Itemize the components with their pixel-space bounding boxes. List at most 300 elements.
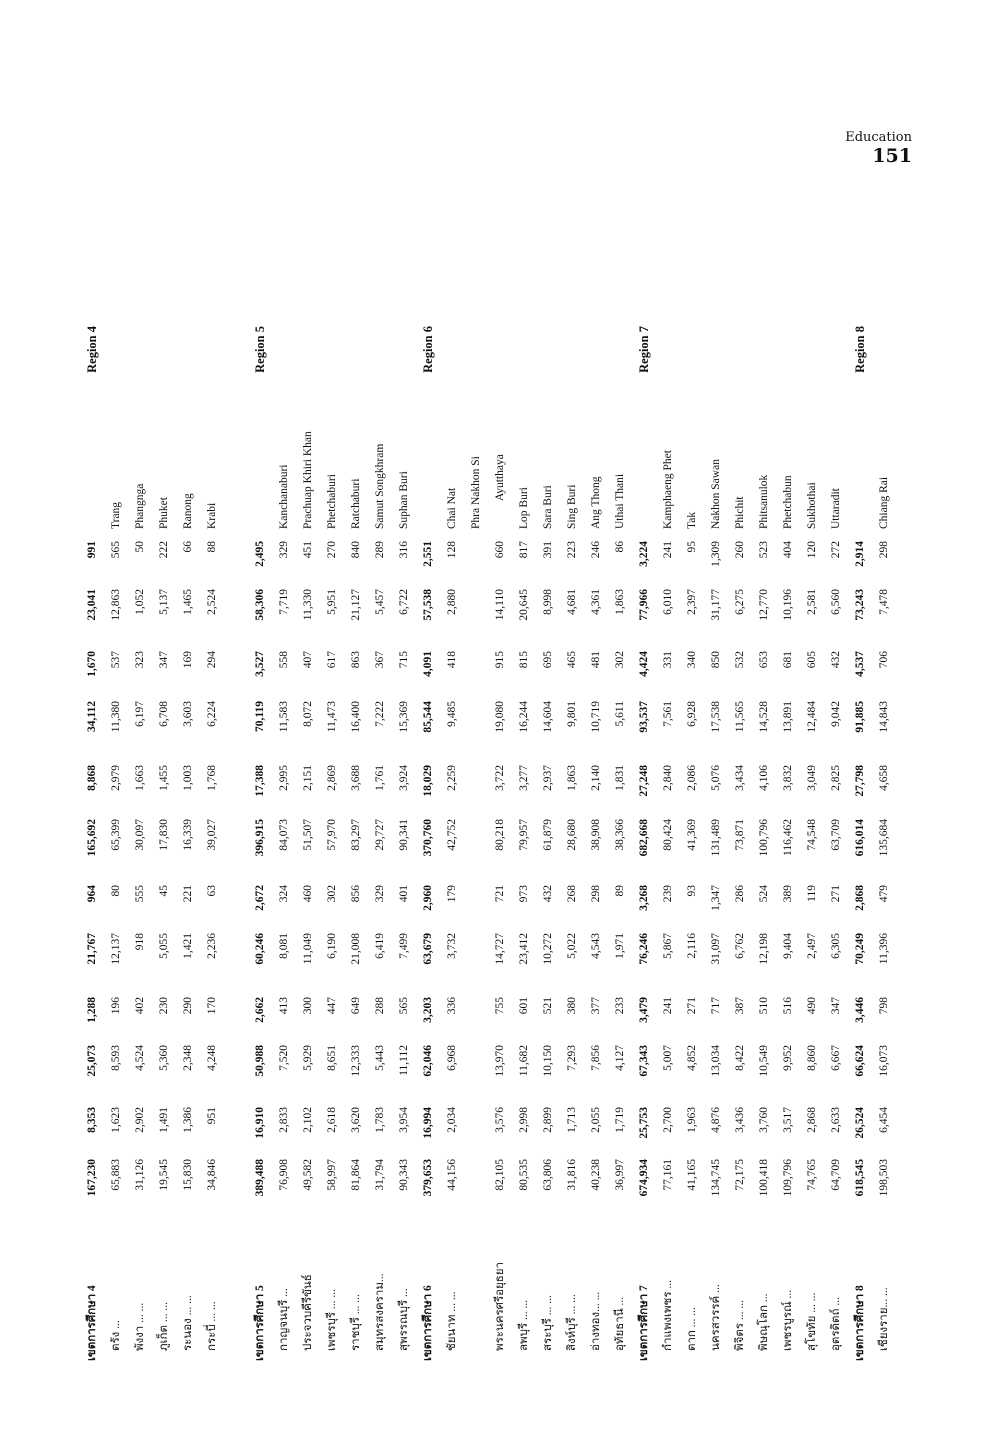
value-cell: 74,548: [806, 819, 818, 851]
english-label-cell: Region 4: [85, 326, 99, 373]
value-cell: 1,761: [374, 765, 386, 791]
value-cell: 11,565: [734, 701, 746, 733]
eng-column: [0, 316, 990, 531]
value-cell: 260: [734, 541, 746, 559]
value-cell: [224, 1045, 248, 1107]
english-label-cell: Ang Thong: [590, 476, 602, 529]
value-cell: 2,551: [422, 541, 434, 567]
value-cell: 45: [158, 885, 170, 897]
value-cell: 1,713: [566, 1107, 578, 1133]
value-cell: 298: [590, 885, 602, 903]
english-label-cell: [224, 316, 248, 531]
value-cell: 3,268: [638, 885, 650, 911]
value-cell: 717: [710, 997, 722, 1015]
value-cell: 85,544: [422, 701, 434, 733]
value-cell: [224, 541, 248, 589]
value-cell: 617: [326, 651, 338, 669]
value-cell: 490: [806, 997, 818, 1015]
value-cell: 135,684: [878, 819, 890, 857]
value-cell: 11,682: [518, 1045, 530, 1077]
value-cell: 1,863: [566, 765, 578, 791]
value-cell: 4,543: [590, 933, 602, 959]
value-cell: 2,899: [542, 1107, 554, 1133]
value-cell: 286: [734, 885, 746, 903]
value-cell: 72,175: [734, 1159, 746, 1191]
english-label-cell: Ayutthaya: [494, 454, 506, 501]
value-cell: 16,400: [350, 701, 362, 733]
value-cell: 80: [110, 885, 122, 897]
value-cell: 13,970: [494, 1045, 506, 1077]
value-cell: 167,230: [86, 1159, 98, 1197]
value-cell: 1,347: [710, 885, 722, 911]
value-cell: 17,388: [254, 765, 266, 797]
value-cell: 323: [134, 651, 146, 669]
value-cell: [464, 589, 488, 651]
value-cell: 682,668: [638, 819, 650, 857]
value-cell: 272: [830, 541, 842, 559]
value-cell: 1,455: [158, 765, 170, 791]
value-cell: 401: [398, 885, 410, 903]
value-cell: 222: [158, 541, 170, 559]
value-cell: 241: [662, 541, 674, 559]
thai-label-cell: กำแพงเพชร ...: [662, 1279, 674, 1351]
value-cell: 7,520: [278, 1045, 290, 1071]
value-cell: 31,794: [374, 1159, 386, 1191]
value-cell: 347: [830, 997, 842, 1015]
value-cell: 25,073: [86, 1045, 98, 1077]
value-cell: 1,670: [86, 651, 98, 677]
value-cell: 131,489: [710, 819, 722, 857]
value-cell: 3,049: [806, 765, 818, 791]
value-cell: 706: [878, 651, 890, 669]
value-cell: 5,076: [710, 765, 722, 791]
value-cell: 5,443: [374, 1045, 386, 1071]
value-cell: 31,816: [566, 1159, 578, 1191]
value-cell: 223: [566, 541, 578, 559]
english-label-cell: Phichit: [734, 496, 746, 529]
value-cell: 80,218: [494, 819, 506, 851]
value-cell: 516: [782, 997, 794, 1015]
thai-label-cell: เชียงราย... ...: [878, 1287, 890, 1351]
value-cell: 14,727: [494, 933, 506, 965]
value-cell: 4,681: [566, 589, 578, 615]
value-cell: [224, 819, 248, 885]
value-cell: 3,277: [518, 765, 530, 791]
value-cell: 391: [542, 541, 554, 559]
value-cell: 12,770: [758, 589, 770, 621]
value-cell: 134,745: [710, 1159, 722, 1197]
value-cell: 271: [686, 997, 698, 1015]
value-cell: 2,151: [302, 765, 314, 791]
value-column-11: [0, 589, 990, 651]
value-cell: 8,072: [302, 701, 314, 727]
value-cell: 616,014: [854, 819, 866, 857]
value-cell: 850: [710, 651, 722, 669]
value-cell: 57,538: [422, 589, 434, 621]
value-cell: 21,127: [350, 589, 362, 621]
value-cell: 524: [758, 885, 770, 903]
thai-label-cell: ตรัง ...: [110, 1320, 122, 1351]
value-cell: 5,611: [614, 701, 626, 727]
value-cell: 2,055: [590, 1107, 602, 1133]
value-cell: 17,538: [710, 701, 722, 733]
value-cell: 4,424: [638, 651, 650, 677]
value-cell: 674,934: [638, 1159, 650, 1197]
value-cell: 13,891: [782, 701, 794, 733]
value-cell: 51,507: [302, 819, 314, 851]
value-cell: 4,106: [758, 765, 770, 791]
value-cell: 16,073: [878, 1045, 890, 1077]
value-cell: 856: [350, 885, 362, 903]
value-cell: 21,008: [350, 933, 362, 965]
value-cell: 89: [614, 885, 626, 897]
value-cell: 70,249: [854, 933, 866, 965]
english-label-cell: Prachuap Khiri Khan: [302, 431, 314, 529]
value-column-4: [0, 997, 990, 1045]
value-column-8: [0, 765, 990, 819]
value-cell: 370,760: [422, 819, 434, 857]
value-cell: 2,524: [206, 589, 218, 615]
english-label-cell: Region 5: [253, 326, 267, 373]
value-cell: 18,029: [422, 765, 434, 797]
value-cell: 380: [566, 997, 578, 1015]
value-cell: 2,618: [326, 1107, 338, 1133]
value-cell: 3,203: [422, 997, 434, 1023]
value-cell: 12,863: [110, 589, 122, 621]
value-cell: 367: [374, 651, 386, 669]
value-cell: 120: [806, 541, 818, 559]
value-column-1: [0, 1159, 990, 1221]
value-cell: 14,110: [494, 589, 506, 621]
value-cell: 2,998: [518, 1107, 530, 1133]
value-cell: 19,545: [158, 1159, 170, 1191]
value-cell: 88: [206, 541, 218, 553]
value-cell: [224, 1107, 248, 1159]
value-cell: 1,003: [182, 765, 194, 791]
value-cell: 537: [110, 651, 122, 669]
value-cell: 14,843: [878, 701, 890, 733]
value-cell: 27,798: [854, 765, 866, 797]
value-cell: 331: [662, 651, 674, 669]
value-cell: [224, 651, 248, 701]
value-cell: [224, 933, 248, 997]
value-cell: 721: [494, 885, 506, 903]
value-cell: 79,957: [518, 819, 530, 851]
value-cell: 270: [326, 541, 338, 559]
value-cell: 31,097: [710, 933, 722, 965]
value-cell: 1,309: [710, 541, 722, 567]
value-cell: 2,672: [254, 885, 266, 911]
value-cell: [464, 933, 488, 997]
value-cell: [464, 885, 488, 933]
value-cell: 90,341: [398, 819, 410, 851]
value-cell: 7,499: [398, 933, 410, 959]
value-cell: 2,633: [830, 1107, 842, 1133]
value-cell: 2,700: [662, 1107, 674, 1133]
value-cell: 9,952: [782, 1045, 794, 1071]
value-cell: 3,603: [182, 701, 194, 727]
value-cell: 7,856: [590, 1045, 602, 1071]
value-cell: 230: [158, 997, 170, 1015]
value-cell: 66: [182, 541, 194, 553]
value-cell: 565: [110, 541, 122, 559]
value-cell: 447: [326, 997, 338, 1015]
value-cell: 6,275: [734, 589, 746, 615]
value-cell: 42,752: [446, 819, 458, 851]
value-cell: 347: [158, 651, 170, 669]
value-cell: 558: [278, 651, 290, 669]
value-cell: 465: [566, 651, 578, 669]
value-cell: 15,830: [182, 1159, 194, 1191]
value-cell: 36,997: [614, 1159, 626, 1191]
value-cell: 16,244: [518, 701, 530, 733]
thai-label-cell: พระนครศรีอยุธยา: [494, 1261, 506, 1351]
value-cell: 389,488: [254, 1159, 266, 1197]
value-cell: 2,979: [110, 765, 122, 791]
value-cell: 6,224: [206, 701, 218, 727]
english-label-cell: Kanchanaburi: [278, 464, 290, 529]
value-cell: 2,102: [302, 1107, 314, 1133]
value-cell: 19,080: [494, 701, 506, 733]
value-cell: 660: [494, 541, 506, 559]
value-cell: 2,140: [590, 765, 602, 791]
value-cell: 8,868: [86, 765, 98, 791]
value-cell: 3,924: [398, 765, 410, 791]
value-cell: [464, 651, 488, 701]
value-cell: 128: [446, 541, 458, 559]
value-cell: 86: [614, 541, 626, 553]
value-cell: 6,197: [134, 701, 146, 727]
value-cell: 915: [494, 651, 506, 669]
english-label-cell: Uthai Thani: [614, 473, 626, 529]
value-cell: 6,190: [326, 933, 338, 959]
value-cell: 1,465: [182, 589, 194, 615]
value-cell: 83,297: [350, 819, 362, 851]
value-cell: 50: [134, 541, 146, 553]
value-cell: [464, 997, 488, 1045]
value-cell: 6,708: [158, 701, 170, 727]
value-cell: 316: [398, 541, 410, 559]
thai-label-cell: กระบี่ ... ...: [206, 1301, 218, 1351]
value-cell: 10,549: [758, 1045, 770, 1077]
value-cell: 15,369: [398, 701, 410, 733]
value-cell: 3,436: [734, 1107, 746, 1133]
value-cell: 973: [518, 885, 530, 903]
value-cell: 413: [278, 997, 290, 1015]
value-cell: 4,361: [590, 589, 602, 615]
value-cell: 3,479: [638, 997, 650, 1023]
value-cell: 377: [590, 997, 602, 1015]
value-cell: [464, 1045, 488, 1107]
value-cell: 23,041: [86, 589, 98, 621]
thai-label-cell: เขตการศึกษา 4: [86, 1285, 98, 1361]
value-cell: 6,010: [662, 589, 674, 615]
value-cell: 17,830: [158, 819, 170, 851]
thai-label-cell: อุทัยธานี ...: [614, 1296, 626, 1351]
value-cell: [464, 1107, 488, 1159]
value-cell: 5,360: [158, 1045, 170, 1071]
value-cell: 63,806: [542, 1159, 554, 1191]
value-cell: 1,783: [374, 1107, 386, 1133]
value-cell: 70,119: [254, 701, 266, 732]
value-cell: 1,719: [614, 1107, 626, 1133]
value-cell: 62,046: [422, 1045, 434, 1077]
value-cell: 407: [302, 651, 314, 669]
value-cell: 63,679: [422, 933, 434, 965]
value-cell: 1,863: [614, 589, 626, 615]
value-cell: 8,651: [326, 1045, 338, 1071]
value-cell: 3,620: [350, 1107, 362, 1133]
value-cell: 3,527: [254, 651, 266, 677]
value-cell: 241: [662, 997, 674, 1015]
english-label-cell: Sing Buri: [566, 484, 578, 529]
value-cell: 11,049: [302, 933, 314, 965]
value-cell: [464, 701, 488, 765]
value-cell: 13,034: [710, 1045, 722, 1077]
value-cell: 179: [446, 885, 458, 903]
english-label-cell: Region 7: [637, 326, 651, 373]
value-cell: 8,860: [806, 1045, 818, 1071]
value-cell: 119: [806, 885, 818, 902]
value-cell: 2,914: [854, 541, 866, 567]
value-cell: 2,236: [206, 933, 218, 959]
value-cell: 951: [206, 1107, 218, 1125]
value-cell: 336: [446, 997, 458, 1015]
value-cell: 2,348: [182, 1045, 194, 1071]
value-cell: 8,422: [734, 1045, 746, 1071]
value-cell: 246: [590, 541, 602, 559]
value-cell: 84,073: [278, 819, 290, 851]
value-cell: 34,112: [86, 701, 98, 732]
value-cell: 6,419: [374, 933, 386, 959]
english-label-cell: Phra Nakhon Si: [470, 456, 482, 529]
value-cell: 80,424: [662, 819, 674, 851]
thai-label-cell: สิงห์บุรี ... ...: [566, 1294, 578, 1351]
value-cell: 532: [734, 651, 746, 669]
value-cell: 6,560: [830, 589, 842, 615]
value-cell: 2,581: [806, 589, 818, 615]
value-cell: 2,662: [254, 997, 266, 1023]
value-cell: 2,995: [278, 765, 290, 791]
value-cell: [224, 1159, 248, 1221]
value-cell: 1,768: [206, 765, 218, 791]
value-cell: 918: [134, 933, 146, 951]
value-cell: 11,330: [302, 589, 314, 621]
value-cell: 4,852: [686, 1045, 698, 1071]
value-cell: 3,446: [854, 997, 866, 1023]
value-cell: 649: [350, 997, 362, 1015]
value-cell: [224, 885, 248, 933]
value-cell: 288: [374, 997, 386, 1015]
english-label-cell: Phuket: [158, 497, 170, 529]
value-cell: 289: [374, 541, 386, 559]
english-label-cell: Lop Buri: [518, 487, 530, 529]
value-cell: 340: [686, 651, 698, 669]
value-cell: 31,177: [710, 589, 722, 621]
value-cell: 16,339: [182, 819, 194, 851]
value-cell: 93: [686, 885, 698, 897]
value-cell: 1,386: [182, 1107, 194, 1133]
value-cell: 418: [446, 651, 458, 669]
english-label-cell: Chiang Rai: [878, 476, 890, 529]
value-cell: [464, 1159, 488, 1221]
english-label-cell: Region 8: [853, 326, 867, 373]
thai-label-cell: เพชรบูรณ์ ...: [782, 1289, 794, 1351]
value-cell: 76,246: [638, 933, 650, 965]
value-cell: 798: [878, 997, 890, 1015]
value-cell: 6,928: [686, 701, 698, 727]
value-column-3: [0, 1045, 990, 1107]
value-cell: 4,248: [206, 1045, 218, 1071]
value-cell: 21,767: [86, 933, 98, 965]
thai-column: [0, 1221, 990, 1361]
value-cell: 863: [350, 651, 362, 669]
value-cell: 11,583: [278, 701, 290, 733]
english-label-cell: Sara Buri: [542, 485, 554, 529]
value-cell: 27,248: [638, 765, 650, 797]
thai-label-cell: เพชรบุรี ... ...: [326, 1289, 338, 1351]
english-label-cell: Tak: [686, 511, 698, 529]
value-cell: 479: [878, 885, 890, 903]
value-cell: 23,412: [518, 933, 530, 965]
value-cell: 2,868: [806, 1107, 818, 1133]
thai-label-cell: [464, 1221, 488, 1361]
value-cell: 2,902: [134, 1107, 146, 1133]
english-label-cell: Phetchaburi: [326, 474, 338, 529]
value-cell: 16,910: [254, 1107, 266, 1139]
thai-label-cell: เขตการศึกษา 7: [638, 1285, 650, 1361]
thai-label-cell: ชัยนาท ... ...: [446, 1291, 458, 1351]
value-cell: 170: [206, 997, 218, 1015]
value-cell: 2,880: [446, 589, 458, 615]
value-cell: [224, 765, 248, 819]
value-cell: 3,954: [398, 1107, 410, 1133]
english-label-cell: Uttaradit: [830, 488, 842, 529]
value-cell: 29,727: [374, 819, 386, 851]
value-cell: 12,137: [110, 933, 122, 965]
thai-label-cell: ลพบุรี ... ...: [518, 1299, 530, 1351]
value-cell: 49,582: [302, 1159, 314, 1191]
value-cell: 31,126: [134, 1159, 146, 1191]
value-column-5: [0, 933, 990, 997]
thai-label-cell: เขตการศึกษา 5: [254, 1285, 266, 1361]
value-cell: 1,052: [134, 589, 146, 615]
value-cell: 14,604: [542, 701, 554, 733]
value-cell: 58,997: [326, 1159, 338, 1191]
value-cell: 9,404: [782, 933, 794, 959]
value-cell: 2,086: [686, 765, 698, 791]
value-cell: 6,305: [830, 933, 842, 959]
value-cell: 402: [134, 997, 146, 1015]
value-cell: 10,196: [782, 589, 794, 621]
value-cell: 2,495: [254, 541, 266, 567]
value-cell: 1,971: [614, 933, 626, 959]
value-cell: 58,306: [254, 589, 266, 621]
value-cell: 460: [302, 885, 314, 903]
value-cell: 239: [662, 885, 674, 903]
thai-label-cell: สมุทรสงคราม...: [374, 1273, 386, 1351]
value-cell: 3,722: [494, 765, 506, 791]
value-cell: [224, 997, 248, 1045]
value-cell: 6,968: [446, 1045, 458, 1071]
value-cell: 302: [326, 885, 338, 903]
value-cell: 2,868: [854, 885, 866, 911]
value-cell: 90,343: [398, 1159, 410, 1191]
value-cell: 2,869: [326, 765, 338, 791]
value-cell: 5,951: [326, 589, 338, 615]
thai-label-cell: พิษณุโลก ...: [758, 1293, 770, 1351]
value-cell: 39,027: [206, 819, 218, 851]
